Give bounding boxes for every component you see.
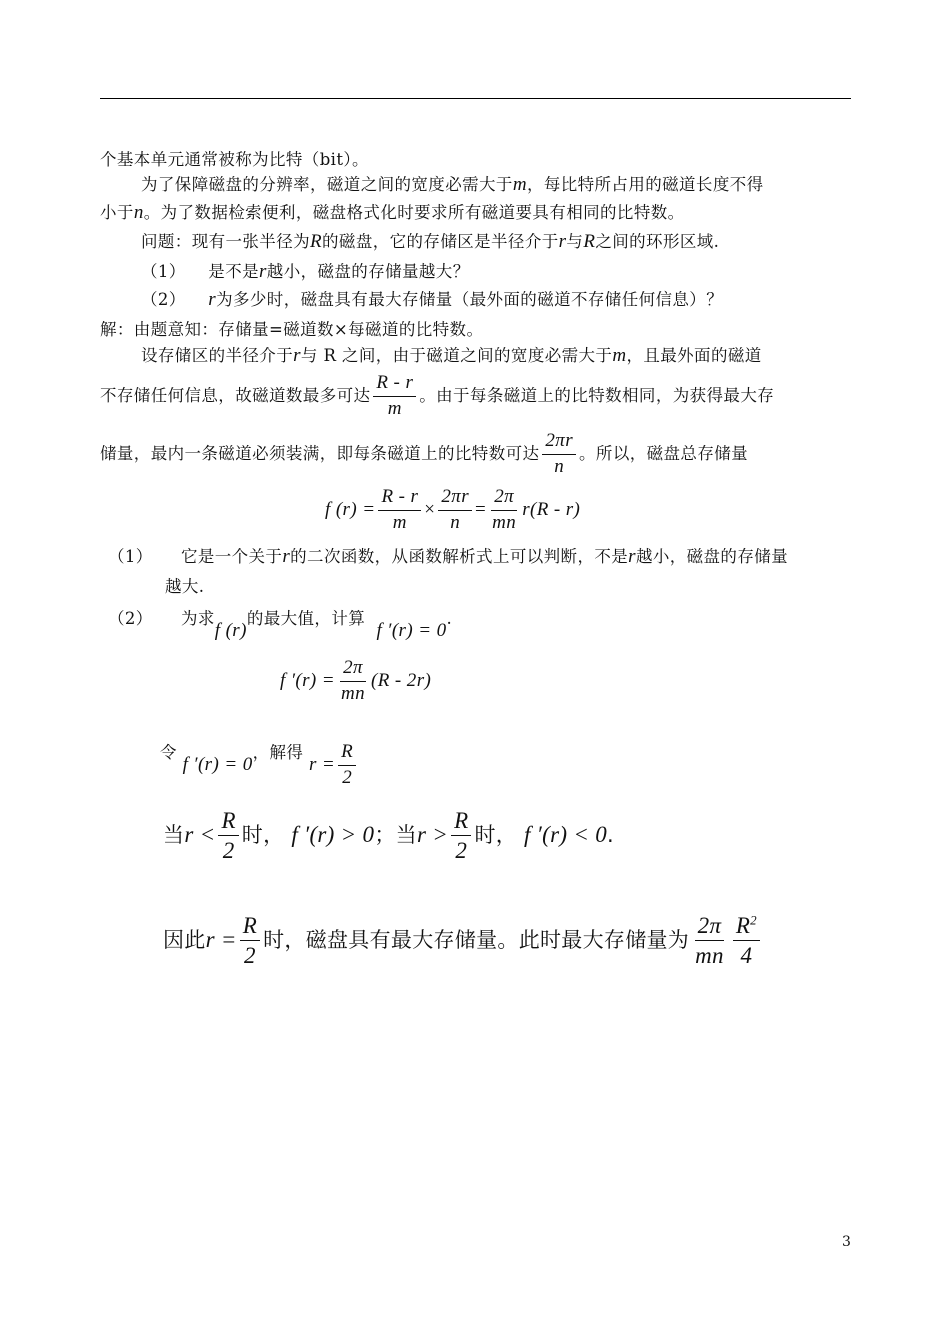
para-2: 为了保障磁盘的分辨率，磁道之间的宽度必需大于m，每比特所占用的磁道长度不得 <box>141 174 764 195</box>
answer-2: （2） 为求f (r)的最大值，计算 f ′(r) = 0. <box>108 609 453 641</box>
answer-1: （1） 它是一个关于r的二次函数，从函数解析式上可以判断，不是r越小，磁盘的存储量 <box>108 546 789 567</box>
solution-1: 设存储区的半径介于r与 R 之间，由于磁道之间的宽度必需大于m，且最外面的磁道 <box>141 345 762 366</box>
equation-main: f (r) = $\frac{R - r}{m}$ × $\frac{2\pi r}{n}$ = $\frac{2\pi}{mn}$ r(R - r) <box>325 486 581 533</box>
header-rule <box>100 98 851 99</box>
set-zero: 令 f ′(r) = 0，解得 r = $\frac{R}{2}$ <box>160 730 359 777</box>
answer-1-cont: 越大. <box>165 577 205 596</box>
conclusion: 因此r = $\frac{R}{2}$ 时，磁盘具有最大存储量。此时最大存储量为 $\frac{2\pi}{mn}$ $\frac{R^2}{4}$ <box>163 913 763 969</box>
fraction-bits: $\frac{2\pi r}{n}$ <box>542 431 576 478</box>
para-2-cont: 小于n。为了数据检索便利，磁盘格式化时要求所有磁道要具有相同的比特数。 <box>100 202 685 223</box>
solution-2: 不存储任何信息，故磁道数最多可达 $\frac{R - r}{m}$ 。由于每条磁道上的比特数相同，为获得最大存 <box>100 372 775 419</box>
page-number: 3 <box>842 1234 851 1250</box>
question-2: （2） r为多少时，磁盘具有最大存储量（最外面的磁道不存储任何信息）？ <box>141 289 724 310</box>
question: 问题：现有一张半径为R的磁盘，它的存储区是半径介于r与R之间的环形区域. <box>141 231 720 252</box>
derivative: f ′(r) = $\frac{2\pi}{mn}$ (R - 2r) <box>280 657 432 704</box>
sign-analysis: 当r < $\frac{R}{2}$ 时， f ′(r) > 0；当r > $\frac{R}{2}$ 时， f ′(r) < 0. <box>163 808 614 864</box>
solution-3: 储量，最内一条磁道必须装满，即每条磁道上的比特数可达 $\frac{2\pi r}{n}$ 。所以，磁盘总存储量 <box>100 430 749 477</box>
fraction-tracks: $\frac{R - r}{m}$ <box>373 373 416 420</box>
para-1: 个基本单元通常被称为比特（bit）。 <box>100 150 369 169</box>
solution-intro: 解：由题意知：存储量=磁道数×每磁道的比特数。 <box>100 320 484 339</box>
question-1: （1） 是不是r越小，磁盘的存储量越大？ <box>141 261 470 282</box>
